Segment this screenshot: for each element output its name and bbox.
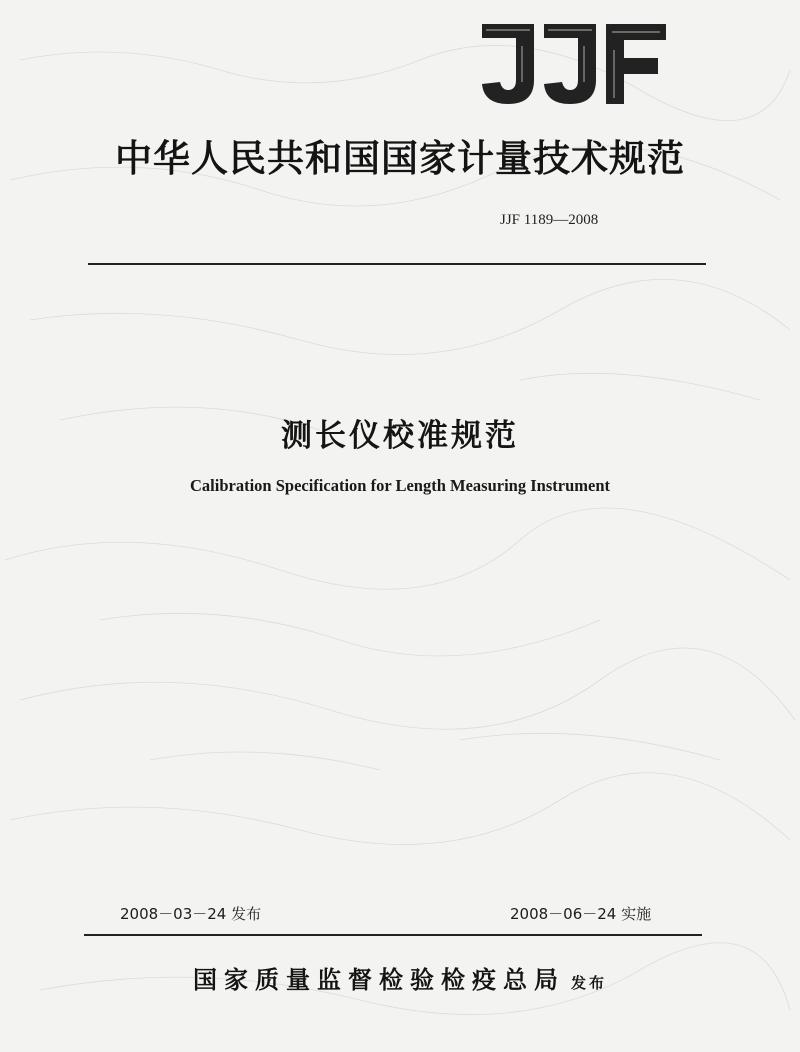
issue-date: 2008－03－24 发布 [120,905,262,923]
jjf-logo [472,20,668,108]
implementation-date: 2008－06－24 实施 [510,905,652,923]
header-divider [88,263,706,265]
document-title-chinese: 测长仪校准规范 [281,418,519,454]
document-title-english: Calibration Specification for Length Measuring Instrument [190,476,610,495]
publisher-name: 国家质量监督检验检疫总局 [192,965,565,994]
footer-divider [84,934,702,936]
document-number: JJF 1189—2008 [500,212,599,228]
publisher-line [0,960,800,995]
publisher-suffix: 发布 [570,974,607,992]
national-standard-header: 中华人民共和国国家计量技术规范 [115,136,685,180]
